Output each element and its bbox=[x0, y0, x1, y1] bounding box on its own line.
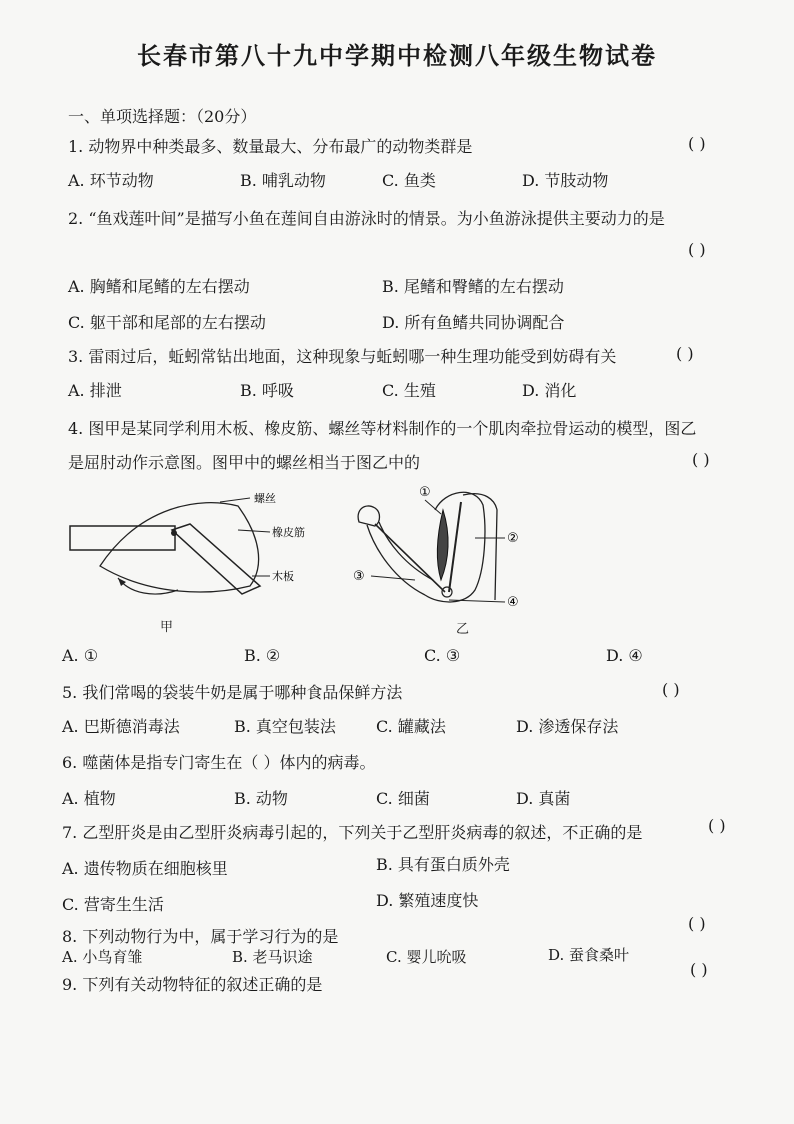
q3-option-c: C. 生殖 bbox=[382, 381, 436, 400]
q6-option-a: A. 植物 bbox=[62, 789, 116, 808]
q8-option-d: D. 蚕食桑叶 bbox=[548, 946, 630, 964]
q8-option-b: B. 老马识途 bbox=[232, 948, 313, 966]
q3-option-d: D. 消化 bbox=[522, 381, 577, 400]
label-4: ④ bbox=[507, 595, 519, 610]
q2-option-d: D. 所有鱼鳍共同协调配合 bbox=[382, 313, 565, 332]
figure-jia-caption: 甲 bbox=[160, 620, 174, 635]
q8-answer-blank: ( ) bbox=[688, 914, 706, 933]
q9-answer-blank: ( ) bbox=[690, 960, 708, 979]
q7-option-a: A. 遗传物质在细胞核里 bbox=[62, 859, 228, 878]
q1-answer-blank: ( ) bbox=[688, 134, 706, 153]
q3-option-b: B. 呼吸 bbox=[240, 381, 294, 400]
q9-stem: 9. 下列有关动物特征的叙述正确的是 bbox=[62, 975, 323, 994]
q1-option-a: A. 环节动物 bbox=[68, 171, 154, 190]
q4-stem-line1: 4. 图甲是某同学利用木板、橡皮筋、螺丝等材料制作的一个肌肉牵拉骨运动的模型，图乙 bbox=[68, 419, 697, 438]
q3-option-a: A. 排泄 bbox=[68, 381, 122, 400]
exam-title: 长春市第八十九中学期中检测八年级生物试卷 bbox=[137, 41, 657, 70]
q4-option-d: D. ④ bbox=[606, 646, 643, 665]
label-3: ③ bbox=[353, 569, 365, 584]
q5-answer-blank: ( ) bbox=[662, 680, 680, 699]
q1-option-d: D. 节肢动物 bbox=[522, 171, 609, 190]
q7-option-b: B. 具有蛋白质外壳 bbox=[376, 855, 510, 874]
q5-option-a: A. 巴斯德消毒法 bbox=[62, 717, 180, 736]
q7-stem: 7. 乙型肝炎是由乙型肝炎病毒引起的，下列关于乙型肝炎病毒的叙述，不正确的是 bbox=[62, 823, 643, 842]
q7-answer-blank: ( ) bbox=[708, 816, 726, 835]
q6-option-c: C. 细菌 bbox=[376, 789, 430, 808]
q1-option-c: C. 鱼类 bbox=[382, 171, 436, 190]
q3-stem: 3. 雷雨过后，蚯蚓常钻出地面，这种现象与蚯蚓哪一种生理功能受到妨碍有关 bbox=[68, 347, 617, 366]
q8-stem: 8. 下列动物行为中，属于学习行为的是 bbox=[62, 927, 339, 946]
q4-stem-line2: 是屈肘动作示意图。图甲中的螺丝相当于图乙中的 bbox=[68, 453, 421, 472]
q2-option-c: C. 躯干部和尾部的左右摆动 bbox=[68, 313, 266, 332]
q7-option-d: D. 繁殖速度快 bbox=[376, 891, 479, 910]
q6-option-d: D. 真菌 bbox=[516, 789, 571, 808]
q5-option-d: D. 渗透保存法 bbox=[516, 717, 619, 736]
label-board: 木板 bbox=[272, 570, 294, 583]
q6-stem: 6. 噬菌体是指专门寄生在（ ）体内的病毒。 bbox=[62, 753, 376, 772]
q4-option-c: C. ③ bbox=[424, 646, 461, 665]
q2-option-a: A. 胸鳍和尾鳍的左右摆动 bbox=[68, 277, 250, 296]
q8-option-c: C. 婴儿吮吸 bbox=[386, 948, 467, 966]
label-1: ① bbox=[419, 485, 431, 500]
q2-option-b: B. 尾鳍和臀鳍的左右摆动 bbox=[382, 277, 564, 296]
q5-stem: 5. 我们常喝的袋装牛奶是属于哪种食品保鲜方法 bbox=[62, 683, 403, 702]
label-2: ② bbox=[507, 531, 519, 546]
figure-jia-model bbox=[60, 486, 320, 636]
section-heading: 一、单项选择题：（20分） bbox=[68, 107, 257, 126]
label-screw: 螺丝 bbox=[254, 492, 276, 505]
q6-option-b: B. 动物 bbox=[234, 789, 288, 808]
q4-option-b: B. ② bbox=[244, 646, 281, 665]
q4-answer-blank: ( ) bbox=[692, 450, 710, 469]
q5-option-b: B. 真空包装法 bbox=[234, 717, 336, 736]
q5-option-c: C. 罐藏法 bbox=[376, 717, 446, 736]
q4-option-a: A. ① bbox=[62, 646, 99, 665]
figure-yi-caption: 乙 bbox=[456, 622, 470, 637]
q7-option-c: C. 营寄生生活 bbox=[62, 895, 164, 914]
figure-yi-arm bbox=[345, 480, 545, 630]
q2-answer-blank: ( ) bbox=[688, 240, 706, 259]
q8-option-a: A. 小鸟育雏 bbox=[62, 948, 143, 966]
q1-option-b: B. 哺乳动物 bbox=[240, 171, 326, 190]
q2-stem: 2. “鱼戏莲叶间”是描写小鱼在莲间自由游泳时的情景。为小鱼游泳提供主要动力的是 bbox=[68, 209, 665, 228]
q1-stem: 1. 动物界中种类最多、数量最大、分布最广的动物类群是 bbox=[68, 137, 473, 156]
q3-answer-blank: ( ) bbox=[676, 344, 694, 363]
label-rubber-band: 橡皮筋 bbox=[272, 526, 305, 539]
